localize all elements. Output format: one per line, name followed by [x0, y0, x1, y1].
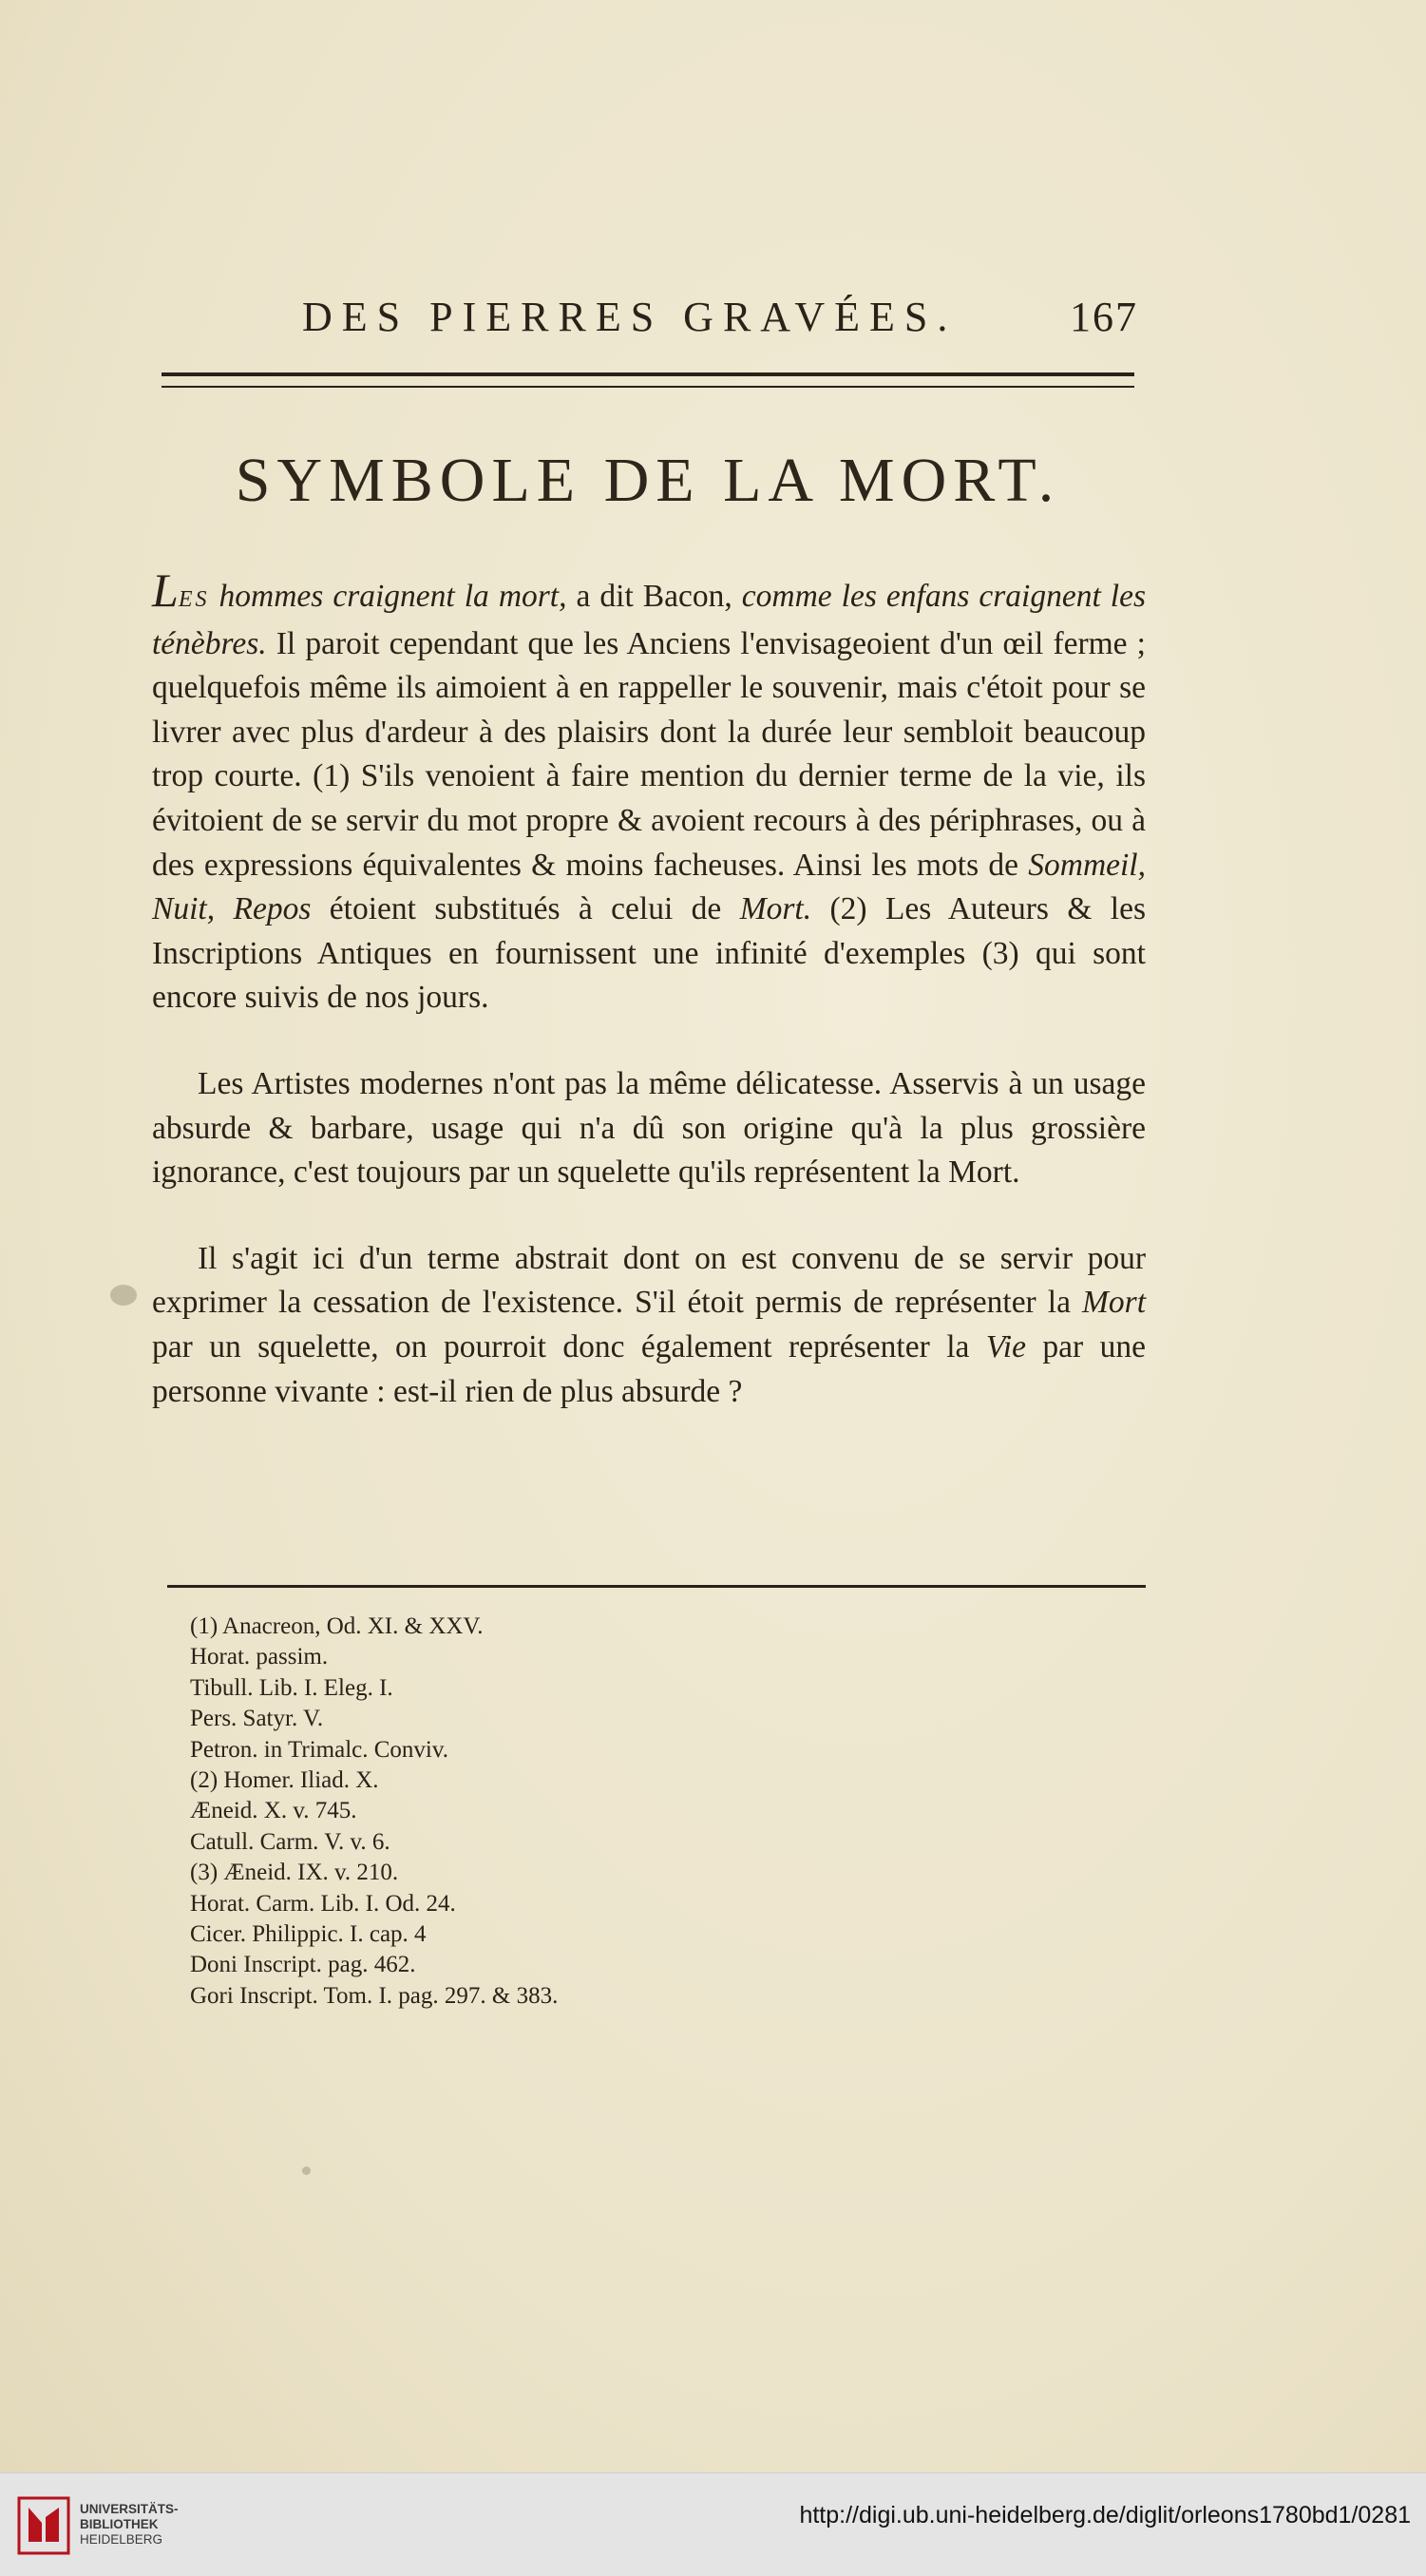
permalink-url[interactable]: http://digi.ub.uni-heidelberg.de/diglit/orleons1780bd1/0281	[799, 2502, 1411, 2528]
footnote-line: Gori Inscript. Tom. I. pag. 297. & 383.	[190, 1982, 559, 2009]
footnote-line: Petron. in Trimalc. Conviv.	[190, 1736, 449, 1763]
italic-phrase: Mort	[1082, 1285, 1146, 1321]
heidelberg-library-logo-icon[interactable]	[15, 2494, 72, 2557]
text-run: Il paroit cependant que les Anciens l'envisageoient d'un œil ferme ; quelquefois même ils aimoient à en rappeller le souvenir, mais c'étoit pour se livrer avec plus d'ardeur à des plaisirs dont la durée leur sembloit beaucoup trop courte. (1) S'ils venoient à faire mention du dernier terme de la vie, ils évitoient de se servir du mot propre & avoient recours à des périphrases, ou à des expressions équivalentes & moins facheuses. Ainsi les mots de	[152, 625, 1146, 883]
paragraph-3	[152, 1237, 1146, 1414]
drop-letter: L	[152, 563, 179, 617]
text-run: par une personne vivante : est-il rien de plus absurde ?	[152, 1328, 1146, 1409]
text-run: a dit Bacon,	[566, 579, 742, 614]
page-number: 167	[1070, 294, 1138, 340]
viewer-footer	[0, 2472, 1426, 2576]
footnote-line: (3) Æneid. IX. v. 210.	[190, 1860, 399, 1886]
header-rule	[162, 372, 1134, 388]
running-title: DES PIERRES GRAVÉES.	[302, 294, 958, 340]
text-run: par un squelette, on pourroit donc également représenter la	[152, 1328, 986, 1364]
footnote-line: Catull. Carm. V. v. 6.	[190, 1828, 390, 1855]
paragraph-1	[152, 563, 1147, 1021]
footnote-line: Tibull. Lib. I. Eleg. I.	[190, 1674, 393, 1701]
footnote-line: (1) Anacreon, Od. XI. & XXV.	[190, 1613, 484, 1639]
footnote-line: Doni Inscript. pag. 462.	[190, 1952, 416, 1978]
ink-blot	[110, 1285, 137, 1306]
text-run: (2) Les Auteurs & les Inscriptions Antiques en fournissent une infinité d'exemples (3) qui sont encore suivis de nos jours.	[152, 891, 1146, 1016]
footnote-line: Æneid. X. v. 745.	[190, 1798, 357, 1824]
small-caps-word: ES	[178, 587, 210, 612]
main-text	[152, 563, 1147, 1414]
library-name	[80, 2502, 179, 2547]
ink-dot	[302, 2166, 311, 2175]
library-name-line: UNIVERSITÄTS-	[80, 2502, 179, 2516]
footnote-line: Horat. Carm. Lib. I. Od. 24.	[190, 1890, 456, 1917]
footnote-line: Pers. Satyr. V.	[190, 1706, 324, 1732]
library-name-line: BIBLIOTHEK	[80, 2517, 159, 2531]
footnotes	[190, 1612, 760, 2012]
italic-phrase: Vie	[985, 1328, 1026, 1364]
footnote-line: (2) Homer. Iliad. X.	[190, 1767, 379, 1794]
italic-phrase: hommes craignent la mort,	[219, 579, 567, 614]
running-header	[302, 293, 1138, 350]
italic-phrase: comme les enfans craignent les ténèbres.	[152, 579, 1147, 661]
text-run: Il s'agit ici d'un terme abstrait dont on est convenu de se servir pour exprimer la cessation de l'existence. S'il étoit permis de représenter la	[152, 1240, 1146, 1321]
italic-phrase: Sommeil, Nuit, Repos	[152, 847, 1146, 927]
footnote-line: Horat. passim.	[190, 1644, 329, 1670]
page-title: SYMBOLE DE LA MORT.	[235, 446, 1061, 515]
footnote-rule	[167, 1585, 1146, 1588]
footnote-line: Cicer. Philippic. I. cap. 4	[190, 1921, 427, 1948]
italic-phrase: Mort.	[739, 891, 812, 927]
paragraph-2: Les Artistes modernes n'ont pas la même délicatesse. Asservis à un usage absurde & barbare, usage qui n'a dû son origine qu'à la plus grossière ignorance, c'est toujours par un squelette qu'ils représentent la Mort.	[152, 1065, 1146, 1191]
library-name-line: HEIDELBERG	[80, 2532, 163, 2547]
text-run: étoient substitués à celui de	[311, 891, 740, 927]
